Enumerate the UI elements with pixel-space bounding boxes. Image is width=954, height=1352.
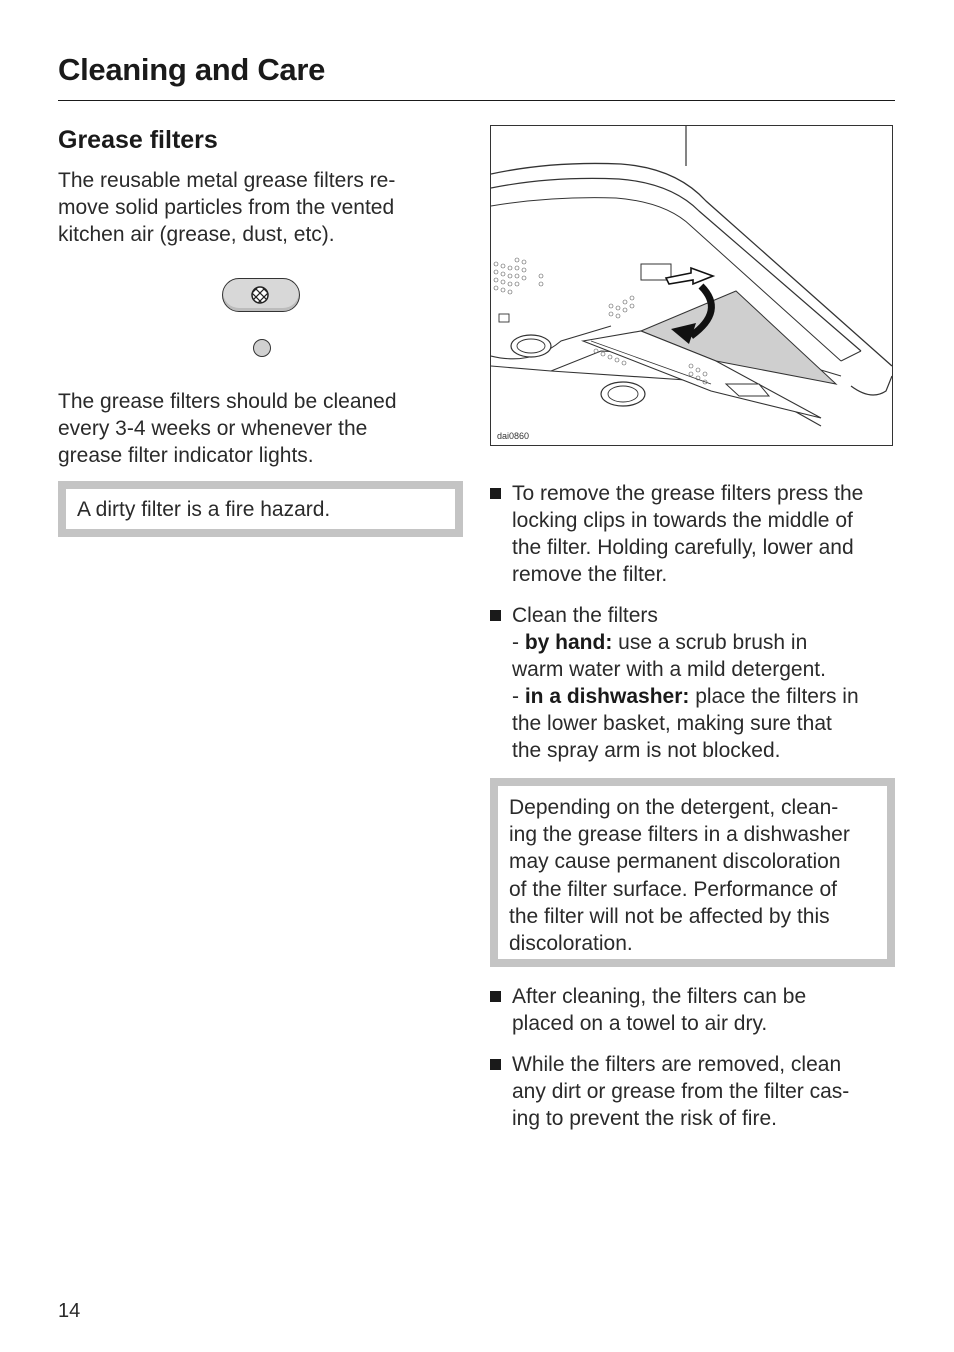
by-hand-label: by hand: [524,631,613,654]
instruction-air-dry [490,983,895,1037]
instruction-text: While the filters are removed, clean any dirt or grease from the filter cas- ing to prevent the risk of fire. [512,1053,850,1131]
bullet-icon [490,610,501,621]
title-divider [58,100,895,101]
right-column [490,480,895,1146]
instruction-clean-filters: Clean the filters - by hand: use a scrub brush in warm water with a mild detergent. - in a dishwasher: place the filters in the lower basket, making sure that the spray arm is not blocked. [490,602,895,764]
hood-filter-illustration [491,126,892,445]
grease-filter-button [222,278,300,312]
fire-hazard-warning-box [58,481,463,537]
indicator-illustration [58,252,463,388]
page-number: 14 [58,1300,81,1322]
instruction-text: After cleaning, the filters can be placed on a towel to air dry. [512,985,807,1036]
instruction-clean-casing [490,1051,895,1132]
instruction-text: To remove the grease filters press the locking clips in towards the middle of the filter. Holding carefully, lower and remove the filter. [512,482,864,586]
warning-text: A dirty filter is a fire hazard. [77,498,331,521]
grease-filter-icon [250,285,270,305]
bullet-icon [490,991,501,1002]
cleaning-interval-paragraph: The grease filters should be cleaned every 3-4 weeks or whenever the grease filter indicator lights. [58,390,397,467]
bullet-icon [490,1059,501,1070]
discoloration-note-box [490,778,895,967]
bullet-icon [490,488,501,499]
note-text: Depending on the detergent, clean- ing the grease filters in a dishwasher may cause permanent discoloration of the filter surface. Performance of the filter will not be affected by this discoloration. [509,796,850,956]
instruction-intro: Clean the filters [512,604,658,627]
section-heading: Grease filters [58,126,218,154]
indicator-light-icon [253,339,271,357]
by-hand-text: use a scrub brush in warm water with a mild detergent. [512,631,826,681]
figure-code: dai0860 [497,431,530,441]
page-title: Cleaning and Care [58,52,326,87]
intro-paragraph: The reusable metal grease filters re- move solid particles from the vented kitchen air (grease, dust, etc). [58,169,396,246]
dishwasher-label: in a dishwasher: [524,685,690,708]
filter-removal-figure [490,125,893,446]
dishwasher-text: place the filters in the lower basket, making sure that the spray arm is not blocked. [512,685,859,762]
instruction-remove-filter [490,480,895,588]
left-column [58,126,463,537]
